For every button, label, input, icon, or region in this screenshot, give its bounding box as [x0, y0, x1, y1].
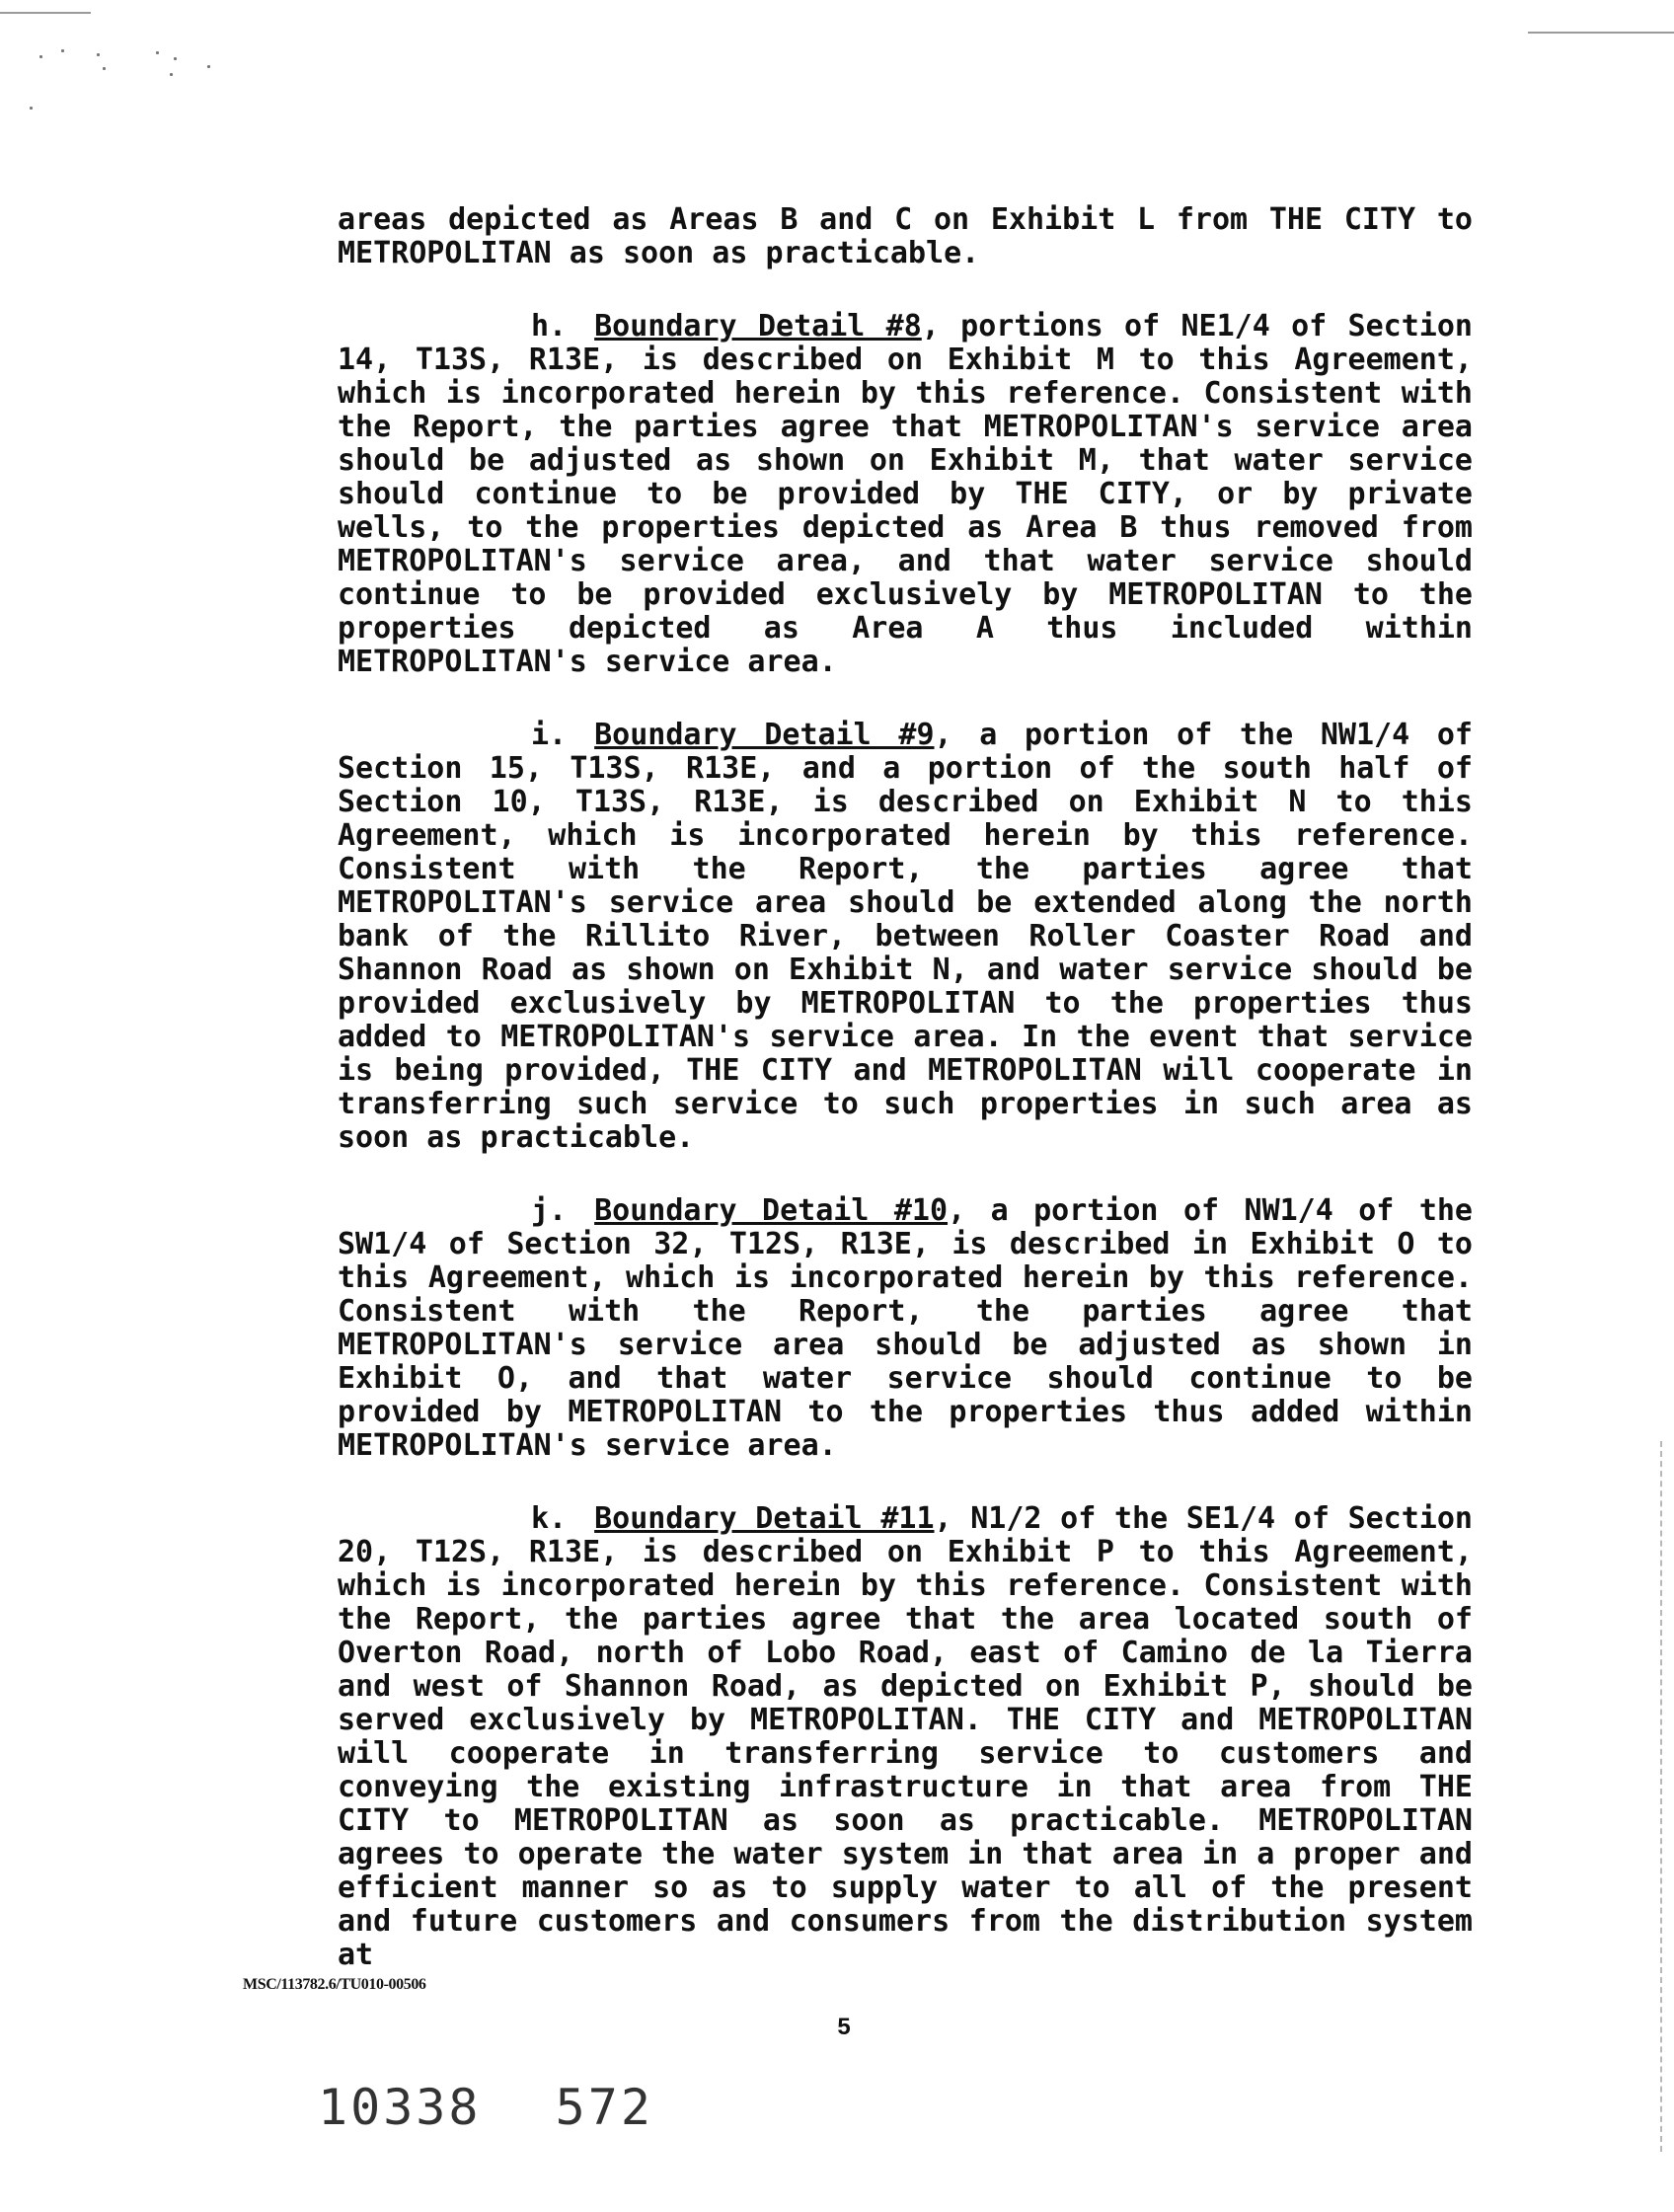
recording-stamp: 10338 572 [318, 2079, 653, 2136]
paragraph-heading: Boundary Detail #10 [594, 1193, 949, 1228]
page-number: 5 [837, 2014, 851, 2040]
paragraph-k [338, 1502, 1473, 1972]
paragraph-letter: h. [531, 309, 568, 343]
scan-specks [39, 47, 227, 116]
paragraph-text: , a portion of the NW1/4 of Section 15, T13S, R13E, and a portion of the south half of Section 10, T13S, R13E, is described on Exhibit N to this Agreement, which is incorporated herein by this reference. Consistent with the Report, the parties agree that METROPOLITAN's service area should be extended along the north bank of the Rillito River, between Roller Coaster Road and Shannon Road as shown on Exhibit N, and water service should be provided exclusively by METROPOLITAN to the properties thus added to METROPOLITAN's service area. In the event that service is being provided, THE CITY and METROPOLITAN will cooperate in transferring such service to such properties in such area as soon as practicable. [338, 718, 1473, 1155]
paragraph-h [338, 310, 1473, 679]
document-code: MSC/113782.6/TU010-00506 [243, 1976, 426, 1993]
paragraph-text: , portions of NE1/4 of Section 14, T13S, R13E, is described on Exhibit M to this Agreement, which is incorporated herein by this reference. Consistent with the Report, the parties agree that METROPOLITAN's service area should be adjusted as shown on Exhibit M, that water service should continue to be provided by THE CITY, or by private wells, to the properties depicted as Area B thus removed from METROPOLITAN's service area, and that water service should continue to be provided exclusively by METROPOLITAN to the properties depicted as Area A thus included within METROPOLITAN's service area. [338, 309, 1473, 679]
body-text [338, 203, 1473, 2012]
paragraph-heading: Boundary Detail #8 [594, 309, 922, 343]
paragraph-text: , N1/2 of the SE1/4 of Section 20, T12S, R13E, is described on Exhibit P to this Agreement, which is incorporated herein by this reference. Consistent with the Report, the parties agree that the area located south of Overton Road, north of Lobo Road, east of Camino de la Tierra and west of Shannon Road, as depicted on Exhibit P, should be served exclusively by METROPOLITAN. THE CITY and METROPOLITAN will cooperate in transferring service to customers and conveying the existing infrastructure in that area from THE CITY to METROPOLITAN as soon as practicable. METROPOLITAN agrees to operate the water system in that area in a proper and efficient manner so as to supply water to all of the present and future customers and consumers from the distribution system at [338, 1501, 1473, 1972]
scan-rule-top-right [1528, 32, 1674, 34]
paragraph-text: , a portion of NW1/4 of the SW1/4 of Section 32, T12S, R13E, is described in Exhibit O to this Agreement, which is incorporated herein by this reference. Consistent with the Report, the parties agree that METROPOLITAN's service area should be adjusted as shown in Exhibit O, and that water service should continue to be provided by METROPOLITAN to the properties thus added within METROPOLITAN's service area. [338, 1193, 1473, 1463]
paragraph-heading: Boundary Detail #9 [594, 718, 935, 752]
scan-edge-marks [1660, 1441, 1668, 2152]
scan-rule-top-left [0, 12, 91, 14]
paragraph-heading: Boundary Detail #11 [594, 1501, 935, 1536]
paragraph-j [338, 1194, 1473, 1463]
paragraph-letter: k. [531, 1501, 568, 1536]
continuation-paragraph: areas depicted as Areas B and C on Exhibit L from THE CITY to METROPOLITAN as soon as practicable. [338, 202, 1473, 270]
paragraph-letter: i. [531, 718, 568, 752]
paragraph-i [338, 719, 1473, 1155]
paragraph-letter: j. [531, 1193, 568, 1228]
